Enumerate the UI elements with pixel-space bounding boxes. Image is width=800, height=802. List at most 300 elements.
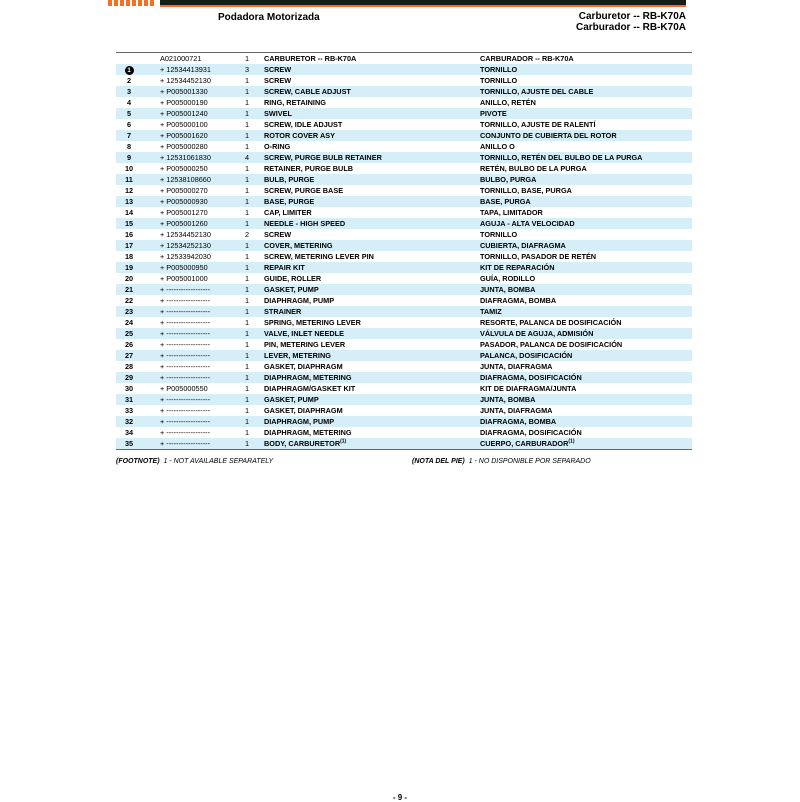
description-en-text: GASKET, DIAPHRAGM (264, 362, 343, 371)
description-en (264, 174, 314, 185)
quantity (244, 339, 250, 350)
footnote-text-es: 1 - NO DISPONIBLE POR SEPARADO (468, 458, 591, 465)
table-row (116, 438, 692, 449)
ref-number-text: 26 (124, 340, 134, 349)
part-number-text: + P005000550 (160, 384, 208, 393)
ref-number (116, 372, 142, 383)
table-row (116, 361, 692, 372)
description-en (264, 130, 335, 141)
quantity (244, 284, 250, 295)
part-number (160, 196, 208, 207)
quantity (244, 427, 250, 438)
table-row (116, 295, 692, 306)
ref-number (116, 174, 142, 185)
description-en-text: DIAPHRAGM, PUMP (264, 417, 335, 426)
quantity-text: 1 (244, 252, 250, 261)
table-row (116, 174, 692, 185)
description-es-text: ANILLO, RETÉN (480, 98, 536, 107)
part-number (160, 361, 210, 372)
description-en-text: DIAPHRAGM/GASKET KIT (264, 384, 356, 393)
quantity-text: 1 (244, 109, 250, 118)
quantity (244, 64, 250, 75)
part-number (160, 438, 210, 449)
part-number (160, 317, 210, 328)
description-en (264, 383, 355, 394)
quantity-text: 1 (244, 384, 250, 393)
quantity (244, 86, 250, 97)
part-number (160, 262, 208, 273)
description-es (480, 361, 552, 372)
quantity (244, 251, 250, 262)
description-es-text: AGUJA - ALTA VELOCIDAD (480, 219, 575, 228)
description-es-text: TAPA, LIMITADOR (480, 208, 543, 217)
ref-number (116, 130, 142, 141)
ref-number-text: 11 (125, 175, 133, 184)
footnote-mark: (1) (568, 438, 575, 445)
ref-number-text: 19 (124, 263, 134, 272)
ref-number (116, 328, 142, 339)
description-es-text: JUNTA, DIAFRAGMA (480, 406, 553, 415)
ref-number-text: 3 (126, 87, 132, 96)
ref-number-text: 32 (124, 417, 134, 426)
description-es (480, 295, 556, 306)
table-row (116, 108, 692, 119)
description-es (480, 119, 596, 130)
part-number-text: + P005001620 (160, 131, 208, 140)
description-en-text: RETAINER, PURGE BULB (264, 164, 354, 173)
description-en-text: CAP, LIMITER (264, 208, 312, 217)
ref-number-text: 9 (126, 153, 132, 162)
ref-number (116, 229, 142, 240)
assembly-desc-en: CARBURETOR -- RB-K70A (264, 54, 357, 63)
quantity (244, 196, 250, 207)
table-row (116, 64, 692, 75)
description-en-text: ROTOR COVER ASY (264, 131, 335, 140)
ref-number (116, 438, 142, 449)
description-es-text: TAMIZ (480, 307, 502, 316)
part-number-text: + 12531061830 (160, 153, 211, 162)
table-row (116, 284, 692, 295)
description-en-text: GASKET, PUMP (264, 395, 319, 404)
ref-number (116, 240, 142, 251)
ref-number-text: 29 (124, 373, 134, 382)
description-es-text: KIT DE DIAFRAGMA/JUNTA (480, 384, 577, 393)
quantity (244, 240, 250, 251)
quantity-text: 1 (244, 208, 250, 217)
part-number-text: + P005000250 (160, 164, 208, 173)
description-en-text: SCREW, IDLE ADJUST (264, 120, 343, 129)
description-en (264, 119, 342, 130)
quantity (244, 141, 250, 152)
description-es-text: PALANCA, DOSIFICACIÓN (480, 351, 573, 360)
quantity (244, 207, 250, 218)
quantity-text: 4 (244, 153, 250, 162)
ref-number (116, 251, 142, 262)
description-es-text: TORNILLO, RETÉN DEL BULBO DE LA PURGA (480, 153, 643, 162)
description-es-text: PIVOTE (480, 109, 507, 118)
quantity (244, 361, 250, 372)
description-es-text: TORNILLO, PASADOR DE RETÉN (480, 252, 597, 261)
description-en-text: SCREW (264, 65, 292, 74)
part-number (160, 295, 210, 306)
description-es-text: CUERPO, CARBURADOR (480, 439, 569, 448)
quantity (244, 295, 250, 306)
part-number (160, 383, 208, 394)
quantity (244, 306, 250, 317)
ref-number (116, 273, 142, 284)
description-es (480, 350, 572, 361)
quantity-text: 1 (244, 351, 250, 360)
quantity-text: 1 (244, 197, 250, 206)
part-number (160, 350, 210, 361)
table-row (116, 405, 692, 416)
title-english: Carburetor -- RB-K70A (578, 11, 686, 22)
description-es-text: TORNILLO (480, 76, 518, 85)
part-number-text: + 12534452130 (160, 76, 211, 85)
quantity-text: 1 (244, 142, 250, 151)
description-es-text: PASADOR, PALANCA DE DOSIFICACIÓN (480, 340, 623, 349)
ref-number (116, 185, 142, 196)
part-number (160, 218, 208, 229)
description-es (480, 240, 566, 251)
quantity (244, 350, 250, 361)
description-en-text: STRAINER (264, 307, 302, 316)
quantity-text: 1 (244, 406, 250, 415)
description-es-text: BASE, PURGA (480, 197, 531, 206)
description-es (480, 317, 621, 328)
description-en-text: BODY, CARBURETOR (264, 439, 341, 448)
description-en (264, 262, 305, 273)
table-row (116, 317, 692, 328)
quantity (244, 328, 250, 339)
quantity (244, 75, 250, 86)
part-number-text: + P005001240 (160, 109, 208, 118)
brand-logo-stub (108, 0, 154, 6)
quantity (244, 317, 250, 328)
part-number-text: + 12538108660 (160, 175, 211, 184)
part-number (160, 174, 211, 185)
part-number-text: + P005000930 (160, 197, 208, 206)
quantity (244, 174, 250, 185)
quantity (244, 405, 250, 416)
ref-number (116, 163, 142, 174)
ref-number (116, 75, 142, 86)
description-es (480, 141, 515, 152)
description-en (264, 196, 314, 207)
ref-number-text: 24 (124, 318, 134, 327)
table-row (116, 229, 692, 240)
part-number (160, 251, 211, 262)
description-en (264, 86, 351, 97)
quantity-text: 1 (244, 329, 250, 338)
description-en-text: DIAPHRAGM, METERING (264, 428, 352, 437)
description-es-text: DIAFRAGMA, DOSIFICACIÓN (480, 428, 582, 437)
part-number-text: + ------------------ (160, 351, 211, 360)
description-es-text: CONJUNTO DE CUBIERTA DEL ROTOR (480, 131, 617, 140)
description-en-text: BASE, PURGE (264, 197, 315, 206)
part-number-text: + 12534413931 (160, 65, 211, 74)
quantity-text: 1 (244, 87, 250, 96)
part-number (160, 185, 208, 196)
description-en (264, 350, 331, 361)
ref-number (116, 416, 142, 427)
ref-number-text: 25 (124, 329, 134, 338)
quantity-text: 1 (244, 285, 250, 294)
table-row (116, 339, 692, 350)
table-row (116, 427, 692, 438)
table-row (116, 119, 692, 130)
part-number-text: + P005000190 (160, 98, 208, 107)
part-number (160, 306, 210, 317)
quantity (244, 372, 250, 383)
footnote-english (116, 458, 273, 465)
ref-number (116, 218, 142, 229)
part-number-text: + 12533942030 (160, 252, 211, 261)
ref-number (116, 339, 142, 350)
description-en (264, 207, 312, 218)
ref-number-text: 28 (124, 362, 134, 371)
ref-number (116, 394, 142, 405)
assembly-desc-es: CARBURADOR -- RB-K70A (480, 54, 574, 63)
description-en-text: SCREW, CABLE ADJUST (264, 87, 351, 96)
footnote-label-es: (NOTA DEL PIE) (412, 458, 465, 465)
description-en (264, 328, 344, 339)
ref-number-text: 5 (126, 109, 132, 118)
ref-number (116, 196, 142, 207)
quantity (244, 119, 250, 130)
description-es-text: BULBO, PURGA (480, 175, 537, 184)
part-number-text: + ------------------ (160, 362, 211, 371)
part-number (160, 394, 210, 405)
header-bar (160, 0, 686, 5)
description-es (480, 64, 517, 75)
footnote-label-en: (FOOTNOTE) (116, 458, 160, 465)
description-es (480, 152, 642, 163)
ref-number-text: 17 (124, 241, 134, 250)
description-es-text: TORNILLO (480, 230, 518, 239)
description-es (480, 273, 535, 284)
ref-number (116, 284, 142, 295)
ref-number (116, 108, 142, 119)
ref-number-text: 1 (125, 66, 134, 75)
ref-number (116, 97, 142, 108)
ref-number-text: 21 (124, 285, 134, 294)
quantity (244, 97, 250, 108)
part-number-text: + P005001330 (160, 87, 208, 96)
table-row (116, 416, 692, 427)
description-en (264, 295, 334, 306)
table-row (116, 207, 692, 218)
table-row (116, 251, 692, 262)
part-number (160, 416, 210, 427)
description-en-text: COVER, METERING (264, 241, 333, 250)
ref-number (116, 427, 142, 438)
ref-number (116, 295, 142, 306)
part-number (160, 141, 208, 152)
description-en-text: SCREW, PURGE BASE (264, 186, 344, 195)
quantity (244, 416, 250, 427)
description-es-text: VÁLVULA DE AGUJA, ADMISIÓN (480, 329, 594, 338)
part-number (160, 372, 210, 383)
description-es (480, 383, 576, 394)
quantity (244, 438, 250, 449)
part-number (160, 130, 208, 141)
quantity (244, 229, 250, 240)
table-row (116, 306, 692, 317)
part-number (160, 152, 211, 163)
description-en-text: VALVE, INLET NEEDLE (264, 329, 345, 338)
product-name: Podadora Motorizada (218, 12, 320, 23)
part-number-text: + P005001000 (160, 274, 208, 283)
table-row (116, 152, 692, 163)
description-es-text: TORNILLO, AJUSTE DEL CABLE (480, 87, 594, 96)
description-en-text: NEEDLE - HIGH SPEED (264, 219, 346, 228)
description-en-text: SCREW (264, 76, 292, 85)
quantity (244, 383, 250, 394)
table-row (116, 240, 692, 251)
description-en (264, 438, 346, 449)
description-es (480, 262, 554, 273)
part-number-text: + ------------------ (160, 395, 211, 404)
quantity-text: 1 (244, 175, 250, 184)
description-en (264, 163, 353, 174)
quantity-text: 1 (244, 164, 250, 173)
description-es (480, 174, 536, 185)
description-en-text: DIAPHRAGM, PUMP (264, 296, 335, 305)
ref-number (116, 262, 142, 273)
ref-number (116, 350, 142, 361)
description-es (480, 328, 593, 339)
description-en-text: PIN, METERING LEVER (264, 340, 346, 349)
description-es-text: TORNILLO, BASE, PURGA (480, 186, 572, 195)
table-row (116, 372, 692, 383)
table-row (116, 163, 692, 174)
description-es-text: DIAFRAGMA, BOMBA (480, 296, 557, 305)
ref-number-text: 12 (124, 186, 134, 195)
part-number-text: + P005001260 (160, 219, 208, 228)
quantity-text: 1 (244, 296, 250, 305)
ref-number-text: 23 (124, 307, 134, 316)
part-number (160, 284, 210, 295)
ref-number-text: 31 (124, 395, 134, 404)
description-en-text: GASKET, PUMP (264, 285, 319, 294)
table-row (116, 141, 692, 152)
ref-number (116, 383, 142, 394)
part-number-text: + ------------------ (160, 340, 211, 349)
description-en (264, 405, 343, 416)
description-es (480, 306, 502, 317)
description-en (264, 240, 333, 251)
ref-number-text: 6 (126, 120, 132, 129)
parts-table (116, 52, 692, 450)
description-en (264, 108, 292, 119)
description-es (480, 185, 572, 196)
part-number-text: + P005000270 (160, 186, 208, 195)
description-en-text: SPRING, METERING LEVER (264, 318, 361, 327)
description-es (480, 75, 517, 86)
ref-number-text: 14 (124, 208, 134, 217)
description-es-text: JUNTA, BOMBA (480, 285, 536, 294)
table-row (116, 273, 692, 284)
description-en-text: GUIDE, ROLLER (264, 274, 322, 283)
description-es (480, 394, 535, 405)
description-en (264, 229, 291, 240)
part-number-text: + 12534452130 (160, 230, 211, 239)
description-es-text: JUNTA, DIAFRAGMA (480, 362, 553, 371)
description-es (480, 229, 517, 240)
description-en (264, 394, 319, 405)
part-number (160, 119, 208, 130)
description-en (264, 306, 301, 317)
table-row (116, 262, 692, 273)
part-number-text: + ------------------ (160, 307, 211, 316)
quantity-text: 1 (244, 120, 250, 129)
quantity (244, 273, 250, 284)
quantity-text: 1 (244, 274, 250, 283)
description-es (480, 130, 617, 141)
ref-number-text: 10 (124, 164, 134, 173)
description-es-text: DIAFRAGMA, BOMBA (480, 417, 557, 426)
quantity-text: 1 (244, 340, 250, 349)
part-number-text: + ------------------ (160, 329, 211, 338)
description-en-text: SWIVEL (264, 109, 292, 118)
table-row (116, 86, 692, 97)
ref-number-text: 15 (124, 219, 134, 228)
description-en (264, 427, 352, 438)
description-es (480, 438, 575, 449)
description-en (264, 372, 352, 383)
quantity-text: 1 (244, 219, 250, 228)
part-number (160, 97, 208, 108)
part-number-text: + ------------------ (160, 439, 211, 448)
ref-number-text: 30 (124, 384, 134, 393)
description-en (264, 361, 343, 372)
description-es (480, 97, 536, 108)
quantity-text: 1 (244, 241, 250, 250)
assembly-qty: 1 (244, 54, 250, 63)
quantity (244, 152, 250, 163)
table-row (116, 218, 692, 229)
part-number (160, 427, 210, 438)
description-en (264, 218, 345, 229)
footnote-text-en: 1 - NOT AVAILABLE SEPARATELY (163, 458, 274, 465)
description-es-text: DIAFRAGMA, DOSIFICACIÓN (480, 373, 582, 382)
quantity-text: 1 (244, 263, 250, 272)
description-en-text: O-RING (264, 142, 291, 151)
ref-number-text: 4 (126, 98, 132, 107)
part-number (160, 405, 210, 416)
description-es (480, 416, 556, 427)
quantity-text: 1 (244, 373, 250, 382)
quantity-text: 1 (244, 98, 250, 107)
description-en (264, 416, 334, 427)
description-es-text: GUÍA, RODILLO (480, 274, 536, 283)
part-number-text: + ------------------ (160, 373, 211, 382)
table-row (116, 394, 692, 405)
description-es-text: TORNILLO, AJUSTE DE RALENTÍ (480, 120, 596, 129)
quantity (244, 218, 250, 229)
table-row (116, 328, 692, 339)
footnote-spanish (412, 458, 591, 465)
description-en-text: SCREW (264, 230, 292, 239)
description-en-text: GASKET, DIAPHRAGM (264, 406, 343, 415)
part-number (160, 207, 208, 218)
table-row (116, 196, 692, 207)
part-number-text: + ------------------ (160, 428, 211, 437)
quantity (244, 163, 250, 174)
part-number (160, 163, 208, 174)
ref-number (116, 119, 142, 130)
